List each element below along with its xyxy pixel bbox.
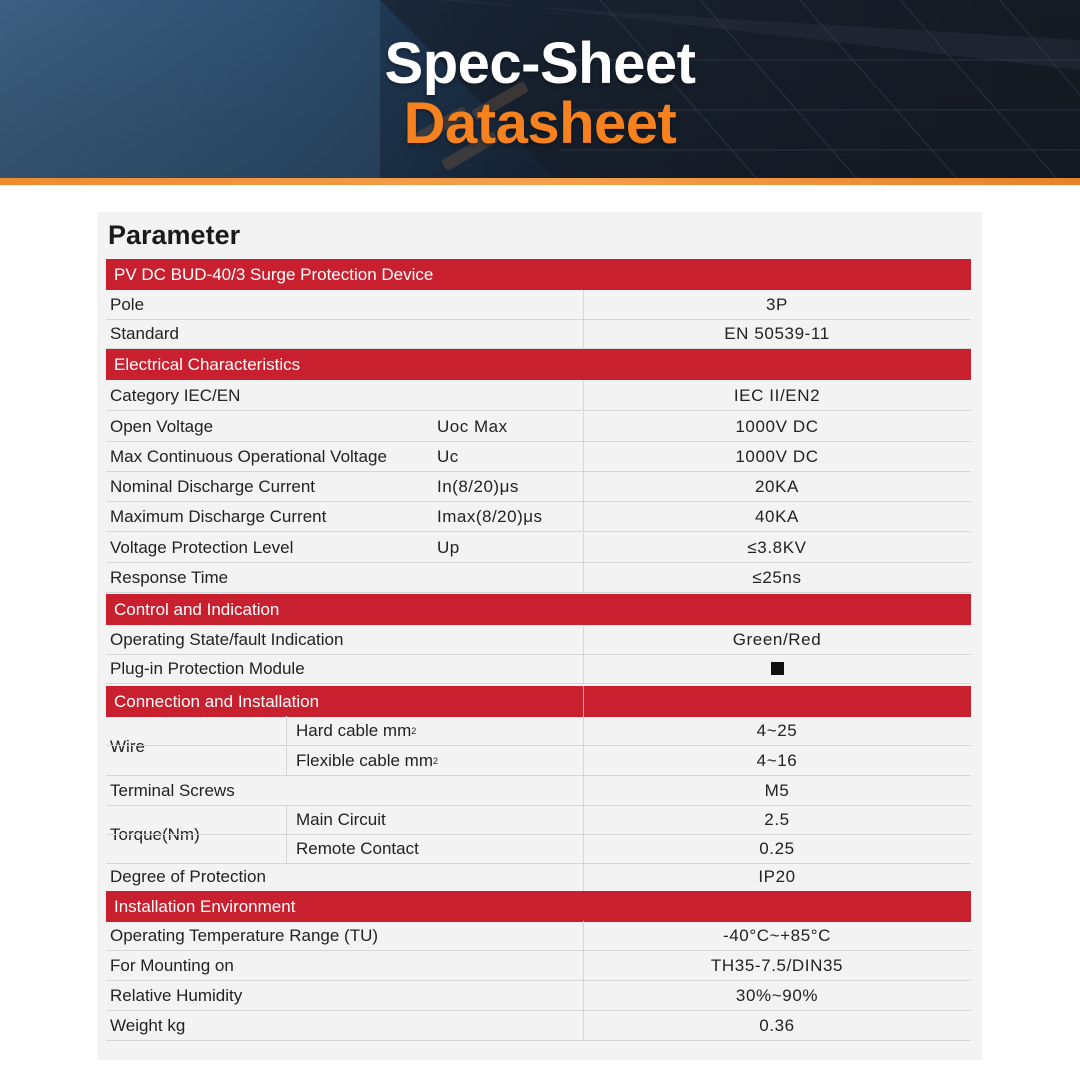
filled-square-icon xyxy=(771,662,784,675)
table-row-degree-protection xyxy=(106,862,971,892)
section-title: Control and Indication xyxy=(114,599,280,619)
section-title: Connection and Installation xyxy=(114,691,320,711)
row-value: 20KA xyxy=(755,476,799,496)
table-row-category xyxy=(106,381,971,411)
table-row-weight xyxy=(106,1011,971,1041)
parameter-heading: Parameter xyxy=(108,220,241,250)
row-value: -40°C~+85°C xyxy=(722,925,832,945)
table-row-wire-flexible xyxy=(106,746,971,776)
section-header-electrical xyxy=(106,349,971,380)
table-row-open-voltage xyxy=(106,412,971,442)
row-label: Max Continuous Operational Voltage xyxy=(110,446,387,466)
table-row-response-time xyxy=(106,563,971,593)
banner-title: Spec-Sheet xyxy=(384,31,696,96)
section-title: Electrical Characteristics xyxy=(114,354,301,374)
row-value: 40KA xyxy=(755,506,799,526)
row-label: Voltage Protection Level xyxy=(110,537,294,557)
row-value: ≤25ns xyxy=(752,567,802,587)
row-label: Category IEC/EN xyxy=(110,385,241,405)
banner-accent-stripe xyxy=(0,178,1080,185)
table-row-mounting xyxy=(106,951,971,981)
section-title: PV DC BUD-40/3 Surge Protection Device xyxy=(114,264,434,284)
row-sublabel: Hard cable mm 2 xyxy=(296,720,417,740)
row-label: Operating State/fault Indication xyxy=(110,629,344,649)
row-label: Open Voltage xyxy=(110,416,214,436)
table-row-standard xyxy=(106,319,971,349)
row-symbol: Uc xyxy=(437,446,459,466)
table-row-humidity xyxy=(106,981,971,1011)
section-header-connection xyxy=(106,686,971,717)
header-banner xyxy=(0,0,1080,182)
banner-subtitle: Datasheet xyxy=(403,91,677,156)
row-value: EN 50539-11 xyxy=(724,323,830,343)
table-row-wire-hard xyxy=(106,716,971,746)
row-sublabel: Main Circuit xyxy=(296,809,386,829)
section-title: Installation Environment xyxy=(114,896,296,916)
row-value: TH35-7.5/DIN35 xyxy=(710,955,844,975)
row-value: 3P xyxy=(766,294,788,314)
row-label: Weight kg xyxy=(110,1015,186,1035)
group-label-wire: Wire xyxy=(110,736,145,756)
row-value: 30%~90% xyxy=(735,985,819,1005)
table-row-torque-main xyxy=(106,805,971,835)
row-value: ≤3.8KV xyxy=(747,537,807,557)
row-label: Nominal Discharge Current xyxy=(110,476,316,496)
row-value: IP20 xyxy=(758,867,796,886)
row-value: 4~16 xyxy=(756,750,798,770)
row-symbol: Imax(8/20)μs xyxy=(437,506,543,526)
row-sublabel: Flexible cable mm 2 xyxy=(296,750,439,770)
section-header-control xyxy=(106,594,971,625)
row-label: Standard xyxy=(110,323,179,343)
row-symbol: Uoc Max xyxy=(437,416,508,436)
row-value: 0.25 xyxy=(759,838,795,858)
row-label: Terminal Screws xyxy=(110,780,235,800)
row-label: Plug-in Protection Module xyxy=(110,658,305,678)
row-label: Operating Temperature Range (TU) xyxy=(110,925,379,945)
table-row-max-discharge xyxy=(106,502,971,532)
row-label: Response Time xyxy=(110,567,229,587)
row-sublabel: Remote Contact xyxy=(296,838,419,858)
row-label: Pole xyxy=(110,294,145,314)
table-row-operating-state xyxy=(106,625,971,655)
row-label: For Mounting on xyxy=(110,955,234,975)
table-row-terminal-screws xyxy=(106,776,971,806)
group-label-torque: Torque(Nm) xyxy=(110,824,200,844)
row-value: 2.5 xyxy=(764,809,790,829)
row-label: Relative Humidity xyxy=(110,985,243,1005)
row-value: 0.36 xyxy=(759,1015,795,1035)
table-row-nominal-discharge xyxy=(106,472,971,502)
table-row-pole xyxy=(106,290,971,320)
row-symbol: Up xyxy=(437,537,460,557)
row-value: IEC II/EN2 xyxy=(733,385,821,405)
section-header-environment xyxy=(106,891,971,922)
row-value xyxy=(583,654,971,683)
row-value: 1000V DC xyxy=(735,446,819,466)
row-symbol: In(8/20)μs xyxy=(437,476,519,496)
row-value: 1000V DC xyxy=(735,416,819,436)
row-label: Degree of Protection xyxy=(110,867,266,886)
row-value: Green/Red xyxy=(732,629,822,649)
row-value: 4~25 xyxy=(756,720,798,740)
table-row-torque-remote xyxy=(106,834,971,864)
row-label: Maximum Discharge Current xyxy=(110,506,327,526)
table-row-operating-temp xyxy=(106,921,971,951)
row-value: M5 xyxy=(764,780,790,800)
section-header-product xyxy=(106,259,971,290)
table-row-voltage-protection xyxy=(106,533,971,563)
table-row-plugin-module xyxy=(106,654,971,684)
table-row-max-continuous-voltage xyxy=(106,442,971,472)
